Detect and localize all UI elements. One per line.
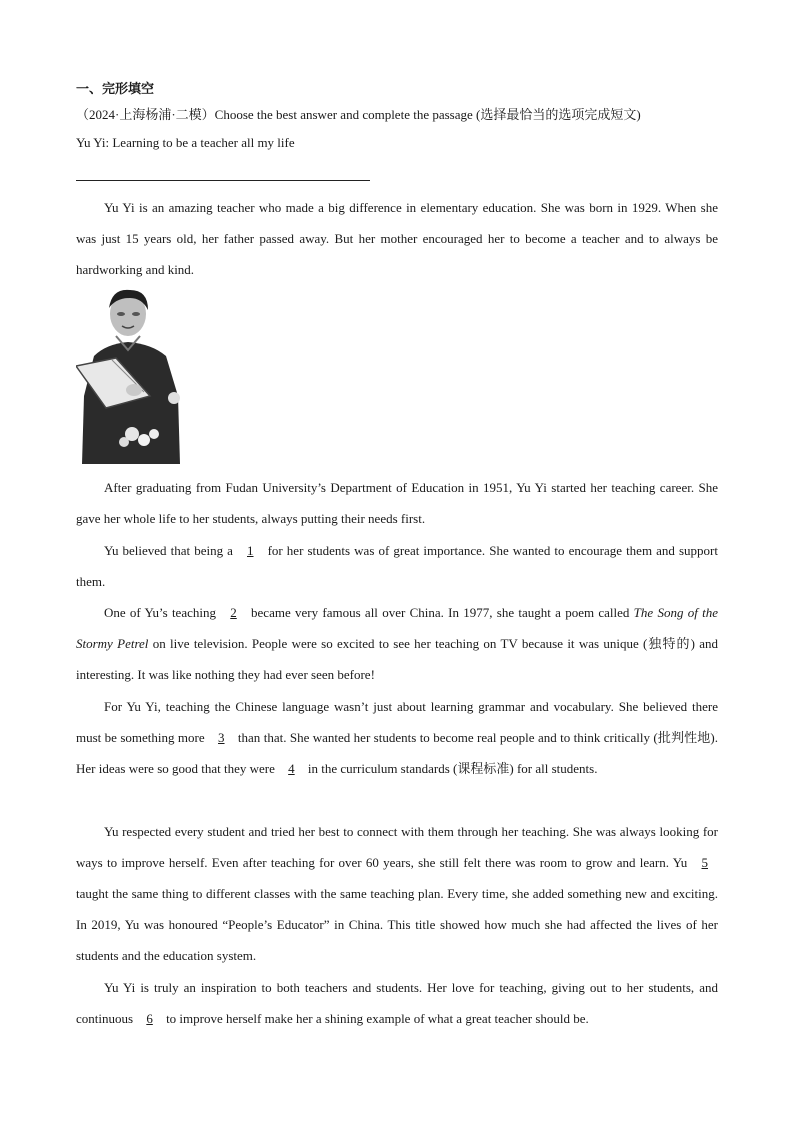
- teacher-photo: [76, 286, 182, 464]
- blank-5[interactable]: 5: [701, 855, 708, 870]
- paragraph-1: Yu Yi is an amazing teacher who made a big difference in elementary education. She was born in 1929. When she was just 15 years old, her father passed away. But her mother encouraged her to become a teacher and to always be hardworking and kind.: [76, 200, 718, 277]
- poem-title: The Song of the Stormy Petrel: [76, 605, 718, 651]
- paragraph-3: Yu believed that being a 1 for her students was of great importance. She wanted to encourage them and support them.: [76, 535, 718, 597]
- section-title: 一、完形填空: [76, 82, 155, 97]
- blank-4[interactable]: 4: [288, 761, 295, 776]
- blank-2[interactable]: 2: [230, 605, 237, 620]
- passage-title: Yu Yi: Learning to be a teacher all my life: [76, 135, 295, 150]
- paragraph-4: One of Yu’s teaching 2 became very famous all over China. In 1977, she taught a poem called The Song of the Stormy Petrel on live television. People were so excited to see her teaching on TV because it was unique (独特的) and interesting. It was like nothing they had ever seen before!: [76, 597, 718, 690]
- blank-3[interactable]: 3: [218, 730, 225, 745]
- blank-6[interactable]: 6: [146, 1011, 153, 1026]
- paragraph-5: For Yu Yi, teaching the Chinese language wasn’t just about learning grammar and vocabulary. She believed there must be something more 3 than that. She wanted her students to become real people and to think critically (批判性地). Her ideas were so good that they were 4 in the curriculum standards (课程标准) for all students.: [76, 691, 718, 784]
- source-line: （2024·上海杨浦·二模）Choose the best answer and complete the passage (选择最恰当的选项完成短文): [76, 107, 641, 122]
- blank-1[interactable]: 1: [247, 543, 254, 558]
- divider-line: [76, 180, 370, 181]
- paragraph-7: Yu Yi is truly an inspiration to both teachers and students. Her love for teaching, giving out to her students, and continuous 6 to improve herself make her a shining example of what a great teacher should be.: [76, 972, 718, 1034]
- paragraph-6: Yu respected every student and tried her best to connect with them through her teaching. She was always looking for ways to improve herself. Even after teaching for over 60 years, she still felt there was room to grow and learn. Yu 5 taught the same thing to different classes with the same teaching plan. Every time, she added something new and exciting. In 2019, Yu was honoured “People’s Educator” in China. This title showed how much she had affected the lives of her students and the education system.: [76, 824, 718, 963]
- paragraph-2: After graduating from Fudan University’s Department of Education in 1951, Yu Yi started her teaching career. She gave her whole life to her students, always putting their needs first.: [76, 480, 718, 526]
